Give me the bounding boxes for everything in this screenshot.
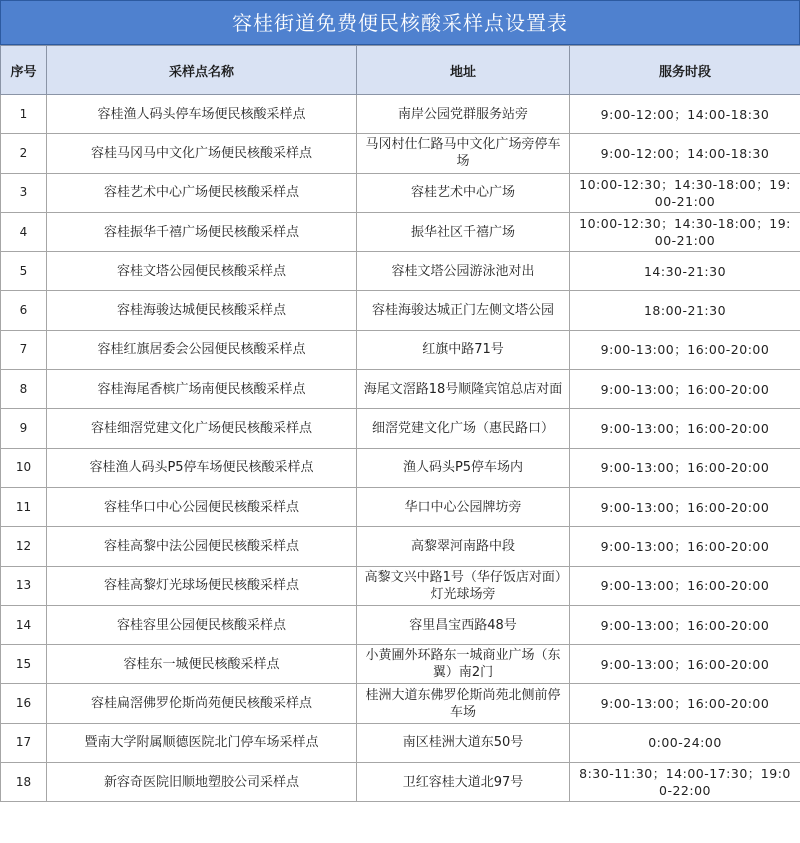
row-index: 12 — [1, 527, 47, 566]
header-address: 地址 — [357, 46, 570, 95]
row-address: 高黎翠河南路中段 — [357, 527, 570, 566]
row-site-name: 容桂细滘党建文化广场便民核酸采样点 — [47, 409, 357, 448]
row-index: 15 — [1, 645, 47, 684]
row-site-name: 容桂扁滘佛罗伦斯尚苑便民核酸采样点 — [47, 684, 357, 723]
row-index: 4 — [1, 212, 47, 251]
header-row — [1, 46, 800, 95]
row-address: 细滘党建文化广场（惠民路口） — [357, 409, 570, 448]
header-index: 序号 — [1, 46, 47, 95]
table-row — [1, 330, 800, 369]
row-site-name: 容桂渔人码头P5停车场便民核酸采样点 — [47, 448, 357, 487]
row-site-name: 容桂红旗居委会公园便民核酸采样点 — [47, 330, 357, 369]
row-site-name: 容桂容里公园便民核酸采样点 — [47, 605, 357, 644]
table-row — [1, 409, 800, 448]
row-service-time: 9:00-13:00；16:00-20:00 — [570, 487, 800, 526]
header-service-time: 服务时段 — [570, 46, 800, 95]
table-row — [1, 763, 800, 802]
row-site-name: 容桂高黎灯光球场便民核酸采样点 — [47, 566, 357, 605]
table-row — [1, 134, 800, 173]
row-address: 华口中心公园牌坊旁 — [357, 487, 570, 526]
row-address: 容桂艺术中心广场 — [357, 173, 570, 212]
row-index: 1 — [1, 95, 47, 134]
row-index: 14 — [1, 605, 47, 644]
row-site-name: 暨南大学附属顺德医院北门停车场采样点 — [47, 723, 357, 762]
row-address: 红旗中路71号 — [357, 330, 570, 369]
row-index: 13 — [1, 566, 47, 605]
row-service-time: 9:00-12:00；14:00-18:30 — [570, 134, 800, 173]
row-index: 8 — [1, 370, 47, 409]
row-address: 桂洲大道东佛罗伦斯尚苑北侧前停车场 — [357, 684, 570, 723]
row-address: 南区桂洲大道东50号 — [357, 723, 570, 762]
row-site-name: 容桂高黎中法公园便民核酸采样点 — [47, 527, 357, 566]
row-site-name: 容桂海骏达城便民核酸采样点 — [47, 291, 357, 330]
row-index: 6 — [1, 291, 47, 330]
row-service-time: 18:00-21:30 — [570, 291, 800, 330]
row-service-time: 10:00-12:30；14:30-18:00；19:00-21:00 — [570, 212, 800, 251]
row-service-time: 9:00-12:00；14:00-18:30 — [570, 95, 800, 134]
row-site-name: 容桂文塔公园便民核酸采样点 — [47, 252, 357, 291]
row-address: 渔人码头P5停车场内 — [357, 448, 570, 487]
row-index: 11 — [1, 487, 47, 526]
row-service-time: 9:00-13:00；16:00-20:00 — [570, 409, 800, 448]
row-address: 小黄圃外环路东一城商业广场（东翼）南2门 — [357, 645, 570, 684]
row-service-time: 9:00-13:00；16:00-20:00 — [570, 645, 800, 684]
table-row — [1, 684, 800, 723]
table-row — [1, 291, 800, 330]
row-address: 高黎文兴中路1号（华仔饭店对面）灯光球场旁 — [357, 566, 570, 605]
row-site-name: 容桂华口中心公园便民核酸采样点 — [47, 487, 357, 526]
row-address: 南岸公园党群服务站旁 — [357, 95, 570, 134]
sampling-points-table — [0, 45, 800, 802]
row-address: 海尾文滘路18号顺隆宾馆总店对面 — [357, 370, 570, 409]
row-service-time: 9:00-13:00；16:00-20:00 — [570, 684, 800, 723]
row-index: 16 — [1, 684, 47, 723]
row-service-time: 9:00-13:00；16:00-20:00 — [570, 605, 800, 644]
row-service-time: 0:00-24:00 — [570, 723, 800, 762]
row-site-name: 容桂渔人码头停车场便民核酸采样点 — [47, 95, 357, 134]
row-address: 卫红容桂大道北97号 — [357, 763, 570, 802]
row-service-time: 10:00-12:30；14:30-18:00；19:00-21:00 — [570, 173, 800, 212]
row-site-name: 容桂东一城便民核酸采样点 — [47, 645, 357, 684]
row-service-time: 8:30-11:30；14:00-17:30；19:00-22:00 — [570, 763, 800, 802]
row-address: 振华社区千禧广场 — [357, 212, 570, 251]
row-site-name: 容桂马冈马中文化广场便民核酸采样点 — [47, 134, 357, 173]
row-site-name: 容桂振华千禧广场便民核酸采样点 — [47, 212, 357, 251]
table-row — [1, 527, 800, 566]
row-index: 9 — [1, 409, 47, 448]
row-service-time: 9:00-13:00；16:00-20:00 — [570, 370, 800, 409]
row-index: 17 — [1, 723, 47, 762]
row-index: 3 — [1, 173, 47, 212]
row-service-time: 9:00-13:00；16:00-20:00 — [570, 527, 800, 566]
row-index: 18 — [1, 763, 47, 802]
table-row — [1, 252, 800, 291]
table-row — [1, 212, 800, 251]
table-title: 容桂街道免费便民核酸采样点设置表 — [0, 0, 800, 45]
row-site-name: 容桂海尾香槟广场南便民核酸采样点 — [47, 370, 357, 409]
table-row — [1, 370, 800, 409]
row-site-name: 新容奇医院旧顺地塑胶公司采样点 — [47, 763, 357, 802]
table-row — [1, 173, 800, 212]
row-address: 容桂文塔公园游泳池对出 — [357, 252, 570, 291]
table-row — [1, 605, 800, 644]
table-row — [1, 566, 800, 605]
row-site-name: 容桂艺术中心广场便民核酸采样点 — [47, 173, 357, 212]
row-address: 容桂海骏达城正门左侧文塔公园 — [357, 291, 570, 330]
row-address: 马冈村仕仁路马中文化广场旁停车场 — [357, 134, 570, 173]
row-service-time: 14:30-21:30 — [570, 252, 800, 291]
table-row — [1, 723, 800, 762]
header-name: 采样点名称 — [47, 46, 357, 95]
row-index: 10 — [1, 448, 47, 487]
row-service-time: 9:00-13:00；16:00-20:00 — [570, 448, 800, 487]
table-row — [1, 95, 800, 134]
table-row — [1, 448, 800, 487]
table-row — [1, 645, 800, 684]
table-row — [1, 487, 800, 526]
row-index: 7 — [1, 330, 47, 369]
row-index: 5 — [1, 252, 47, 291]
row-service-time: 9:00-13:00；16:00-20:00 — [570, 330, 800, 369]
row-service-time: 9:00-13:00；16:00-20:00 — [570, 566, 800, 605]
row-address: 容里昌宝西路48号 — [357, 605, 570, 644]
row-index: 2 — [1, 134, 47, 173]
